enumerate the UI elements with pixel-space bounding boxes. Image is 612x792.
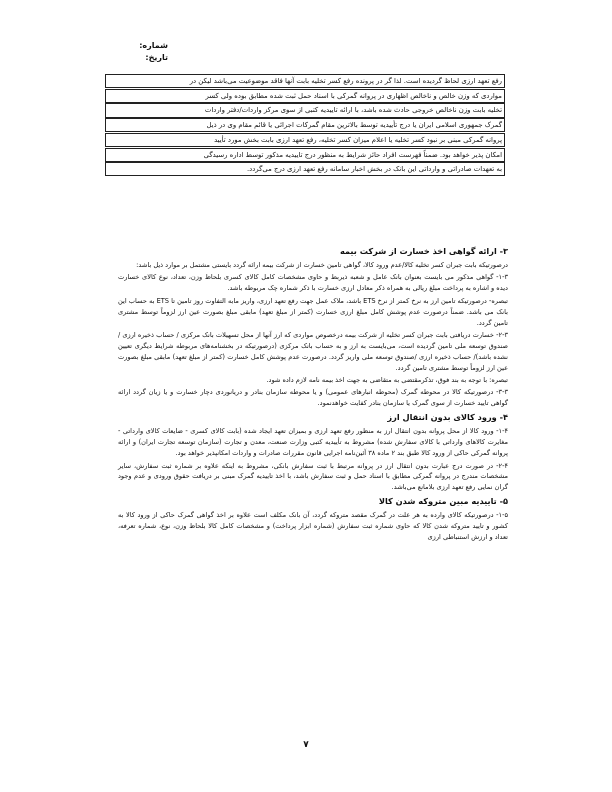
paragraph: ۱-۵- درصورتیکه کالای وارده به هر علت در گمرک مقصد متروکه گردد، آن بانک مکلف است علاوه بر اخذ گواهی گمرک حاکی از ورود کالا به کشور و تایید متروکه شدن کالا که حاوی شماره ثبت سفارش (شماره ابزار پرداخت) و مشخصات کامل کالا بلحاظ وزن، نوع، شماره تعرفه، تعداد و ارزش استنباطی ارزی (118, 511, 508, 542)
paragraph: درصورتیکه بابت جبران کسر تخلیه کالا/عدم ورود کالا، گواهی تامین خسارت از شرکت بیمه ارائه گردد بایستی مشتمل بر موارد ذیل باشد: (136, 261, 508, 269)
letter-header (128, 40, 168, 64)
section-heading: ۴- ورود کالای بدون انتقال ارز (387, 412, 508, 423)
boxed-line: امکان پذیر خواهد بود. ضمناً فهرست افراد حائز شرایط به منظور درج تاییدیه مذکور توسط اداره رسیدگی (105, 148, 505, 162)
page-number: ۷ (303, 740, 309, 750)
paragraph: ۱-۴- ورود کالا از محل پروانه بدون انتقال ارز به منظور رفع تعهد ارزی و بمیزان تعهد ایجاد شده (بابت کالای کسری - ضایعات کالای وارداتی - مغایرت کالاهای وارداتی با کالای سفارش شده) مشروط به تأییدیه کتبی وزارت صنعت، معدن و تجارت (سازمان توسعه تجارت ایران) و ارائه پروانه گمرکی حاکی از ورود کالا طبق بند ۲ ماده ۳۸ آئین‌نامه اجرایی قانون مقررات صادرات و واردات امکانپذیر خواهد بود. (118, 427, 508, 458)
boxed-line: به تعهدات صادراتی و وارداتی این بانک در بخش اخبار سامانه رفع تعهد ارزی درج می‌گردد. (105, 162, 505, 176)
boxed-paragraph (105, 74, 505, 177)
date-label: تاریخ: (145, 53, 168, 62)
paragraph: تبصره: با توجه به بند فوق، تذکرمقتضی به متقاضی به جهت اخذ بیمه نامه لازم داده شود. (266, 376, 508, 385)
paragraph: ۲-۴- در صورت درج عبارت بدون انتقال ارز در پروانه مرتبط با ثبت سفارش بانکی، مشروط به اینکه علاوه بر شماره ثبت سفارش، سایر مشخصات مندرج در پروانه گمرکی مطابق با اسناد حمل و ثبت سفارش باشد، با اخذ تاییدیه گمرک مبنی بر دریافت حقوق ورودی و عدم وجود گران نمایی رفع تعهد ارزی بلامانع می‌باشد. (118, 461, 508, 492)
section-heading: ۳- ارائه گواهی اخذ خسارت از شرکت بیمه (339, 246, 508, 256)
paragraph: ۳-۳- درصورتیکه کالا در محوطه گمرک (محوطه انبارهای عمومی) و یا محوطه سازمان بنادر و دریانوردی دچار خسارت و یا زیان گردد ارائه گواهی تایید خسارت از سوی گمرک یا سازمان بنادر کفایت خواهدنمود. (118, 388, 508, 408)
boxed-line: گمرک جمهوری اسلامی ایران یا درج تأییدیه توسط بالاترین مقام گمرکات اجرائی یا قائم مقام وی در ذیل (105, 118, 505, 132)
number-label: شماره: (139, 41, 168, 50)
paragraph: تبصره- درصورتیکه تامین ارز به نرخ کمتر از نرخ ETS باشد، ملاک عمل جهت رفع تعهد ارزی، واریز مابه التفاوت روز تامین تا ETS به حساب این بانک می باشد. ضمناً درصورت عدم پوشش کامل مبلغ ارزی خسارت (کمتر از مبلغ تعهد) مابقی مبلغ بصورت عین ارز لزوماً توسط مشتری تامین گردد. (118, 296, 508, 327)
document-body (118, 243, 508, 544)
boxed-line: رفع تعهد ارزی لحاظ گردیده است. لذا گر در پرونده رفع کسر تخلیه بابت آنها فاقد موضوعیت می‌باشد لیکن در (105, 74, 505, 88)
boxed-line: مواردی که وزن خالص و ناخالص اظهاری در پروانه گمرکی با اسناد حمل ثبت شده مطابق بوده ولی کسر (105, 89, 505, 103)
paragraph: ۲-۳- خسارت دریافتی بابت جبران کسر تخلیه از شرکت بیمه درخصوص مواردی که ارز آنها از محل تسهیلات بانک مرکزی / حساب ذخیره ارزی /صندوق توسعه ملی تامین گردیده است، می‌بایست به ارز و به حساب بانک مرکزی (درصورتیکه در بخشنامه‌های مربوطه شرایط دیگری تعیین نشده باشد)/ حساب ذخیره ارزی /صندوق توسعه ملی واریز گردد. درصورت عدم پوشش کامل خسارت (کمتر از مبلغ تعهد) مابقی مبلغ بصورت عین ارز لزوماً توسط مشتری تامین گردد. (118, 330, 508, 372)
boxed-line: تخلیه بابت وزن ناخالص خروجی حادث شده باشد، با ارائه تاییدیه کتبی از سوی مرکز واردات/دفتر واردات (105, 103, 505, 117)
paragraph: ۱-۳- گواهی مذکور می بایست بعنوان بانک عامل و شعبه ذیربط و حاوی مشخصات کامل کالای کسری بلحاظ وزن، تعداد، نوع کالای خسارت دیده و اشاره به پرداخت مبلغ ریالی به همراه ذکر معادل ارزی خسارت با ذکر شماره چک مربوطه باشد. (118, 273, 508, 293)
section-heading: ۵- تاییدیه مبین متروکه شدن کالا (378, 496, 508, 507)
boxed-line: پروانه گمرکی مبنی بر نبود کسر تخلیه یا اعلام میزان کسر تخلیه، رفع تعهد ارزی بابت بخش مورد تأیید (105, 133, 505, 147)
